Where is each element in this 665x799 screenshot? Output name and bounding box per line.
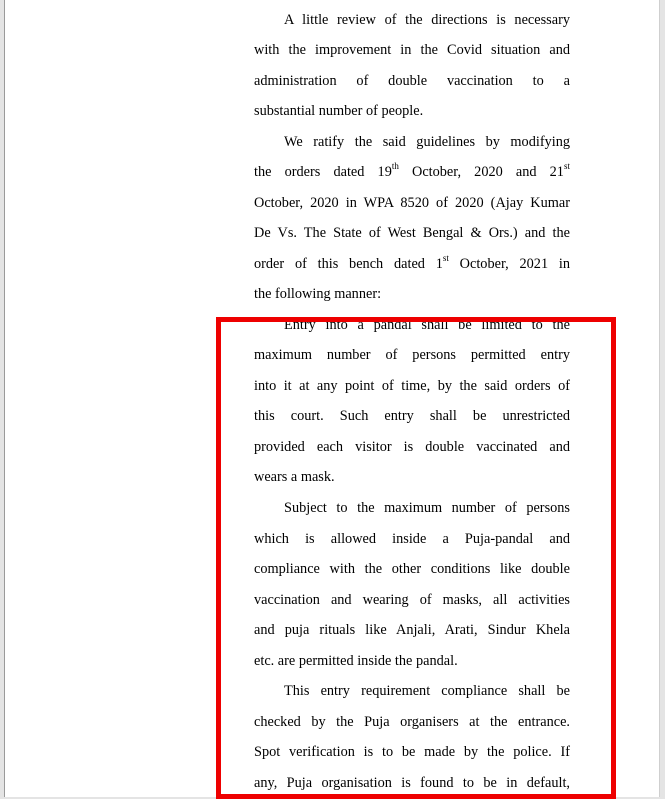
text-line: vaccination and wearing of masks, all activities — [254, 592, 570, 608]
text-run: October, 2021 in — [448, 256, 570, 272]
text-line: etc. are permitted inside the pandal. — [254, 653, 458, 669]
text-line: this court. Such entry shall be unrestricted — [254, 408, 570, 424]
text-line: provided each visitor is double vaccinated and — [254, 439, 570, 455]
text-line: wears a mask. — [254, 469, 335, 485]
text-line: We ratify the said guidelines by modifying — [284, 134, 570, 150]
text-line: administration of double vaccination to a — [254, 73, 570, 89]
ordinal-suffix: th — [391, 161, 399, 172]
text-line: October, 2020 in WPA 8520 of 2020 (Ajay Kumar — [254, 195, 570, 211]
text-line: substantial number of people. — [254, 103, 424, 119]
text-line: into it at any point of time, by the said orders of — [254, 378, 570, 394]
text-line: compliance with the other conditions like double — [254, 561, 570, 577]
text-line: This entry requirement compliance shall be — [284, 683, 570, 699]
text-line: maximum number of persons permitted entry — [254, 347, 570, 363]
ordinal-suffix: st — [442, 253, 449, 264]
text-line: Entry into a pandal shall be limited to the — [284, 317, 570, 333]
text-run: the orders dated 19 — [254, 164, 392, 180]
text-line: with the improvement in the Covid situation and — [254, 42, 570, 58]
text-line: any, Puja organisation is found to be in default, — [254, 775, 570, 791]
text-run: October, 2020 and 21 — [398, 164, 564, 180]
text-run: order of this bench dated 1 — [254, 256, 443, 272]
ordinal-suffix: st — [563, 161, 570, 172]
text-line: and puja rituals like Anjali, Arati, Sindur Khela — [254, 622, 570, 638]
text-line — [254, 249, 570, 279]
text-line — [254, 157, 570, 187]
text-line: De Vs. The State of West Bengal & Ors.) and the — [254, 225, 570, 241]
text-line: which is allowed inside a Puja-pandal and — [254, 531, 570, 547]
text-line: Subject to the maximum number of persons — [284, 500, 570, 516]
text-line: A little review of the directions is necessary — [284, 12, 570, 28]
text-line: Spot verification is to be made by the police. If — [254, 744, 570, 760]
text-line: the following manner: — [254, 286, 382, 302]
text-line: checked by the Puja organisers at the entrance. — [254, 714, 570, 730]
highlight-box — [216, 317, 616, 799]
